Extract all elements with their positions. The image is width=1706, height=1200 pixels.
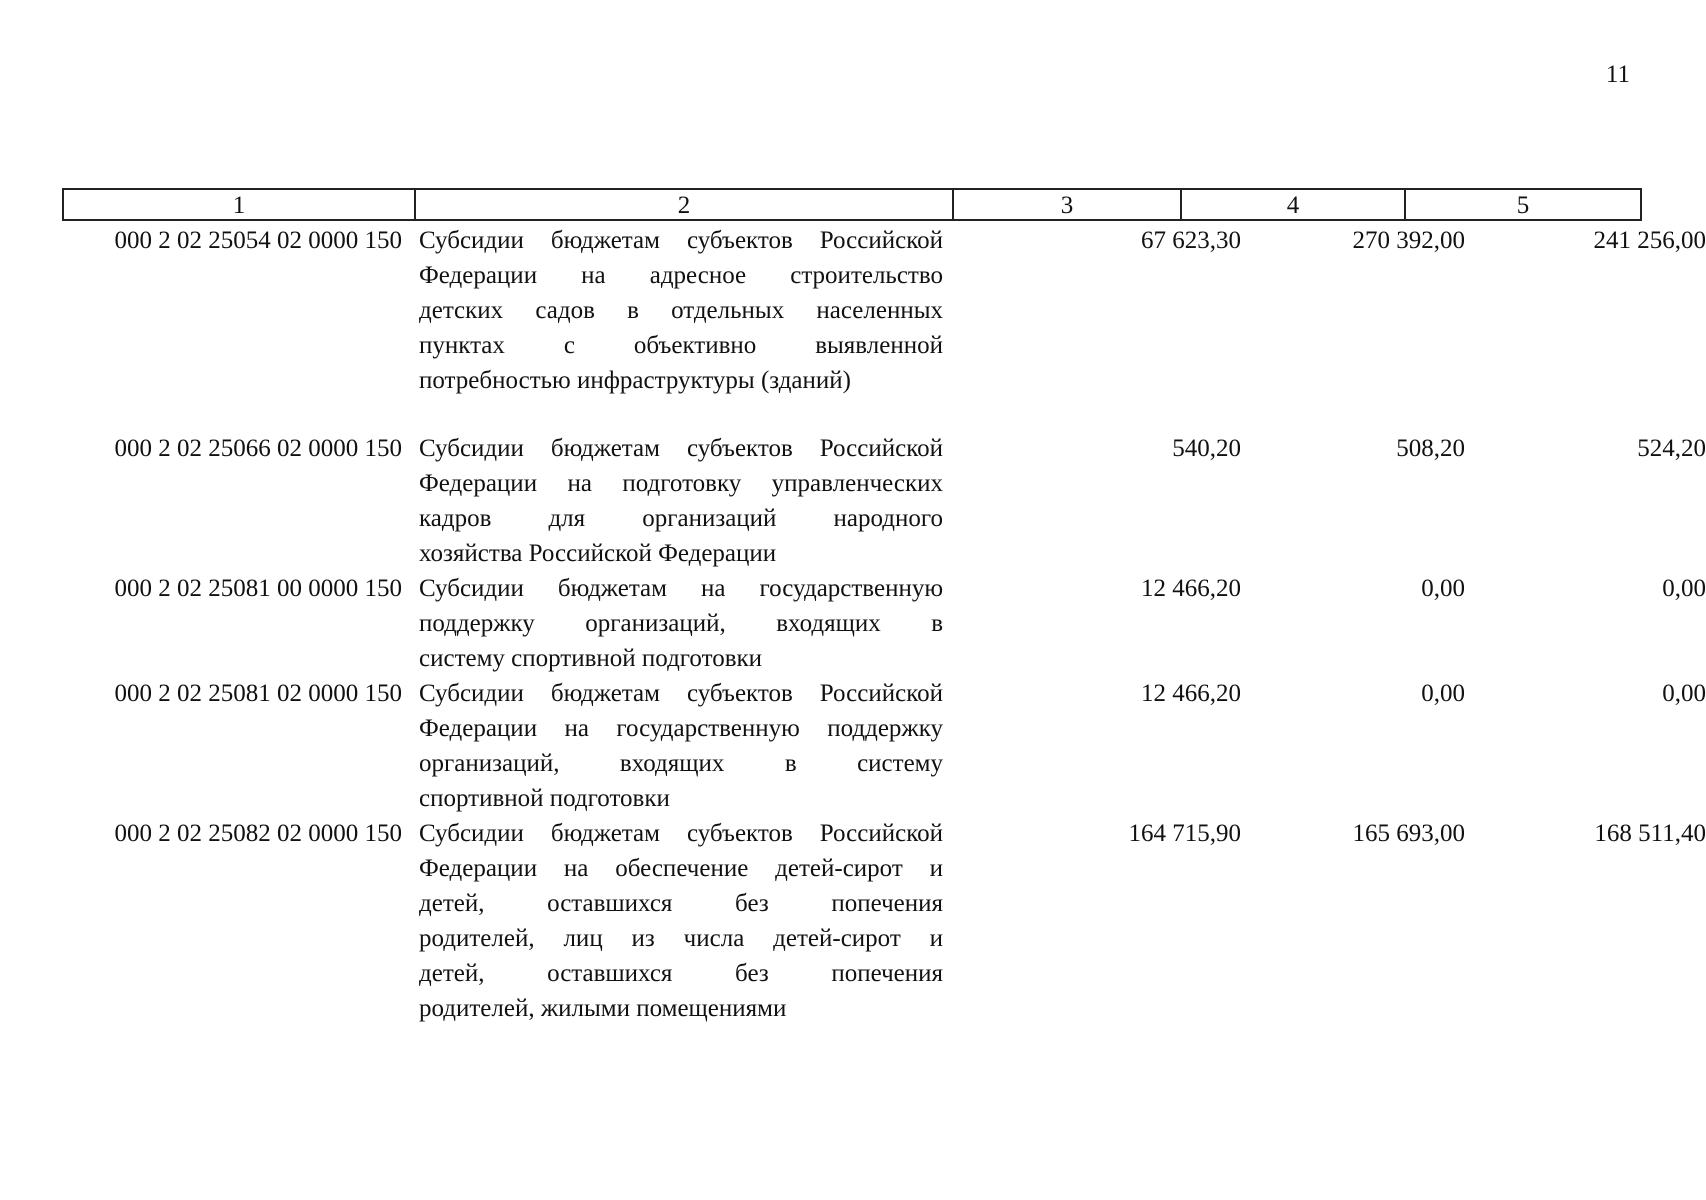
description-line: Субсидии бюджетам субъектов Российской bbox=[419, 820, 943, 847]
budget-code: 000 2 02 25082 02 0000 150 bbox=[114, 820, 402, 847]
value-col-4: 0,00 bbox=[1421, 575, 1465, 602]
value-col-5: 241 256,00 bbox=[1593, 227, 1706, 254]
budget-code: 000 2 02 25054 02 0000 150 bbox=[114, 227, 402, 254]
value-col-4: 270 392,00 bbox=[1352, 227, 1465, 254]
value-col-3: 12 466,20 bbox=[1141, 680, 1241, 707]
table-row bbox=[62, 571, 1706, 676]
header-cell-2: 2 bbox=[414, 188, 954, 221]
description-line: детей, оставшихся без попечения bbox=[419, 890, 943, 917]
description-line: потребностью инфраструктуры (зданий) bbox=[419, 367, 851, 394]
table-body bbox=[62, 223, 1706, 1028]
page-number: 11 bbox=[1605, 61, 1630, 88]
value-col-5: 0,00 bbox=[1662, 680, 1706, 707]
description-line: поддержку организаций, входящих в bbox=[419, 610, 943, 637]
value-col-3: 12 466,20 bbox=[1141, 575, 1241, 602]
description-line: организаций, входящих в систему bbox=[419, 750, 943, 777]
description-line: Субсидии бюджетам субъектов Российской bbox=[419, 680, 943, 707]
description-line: Субсидии бюджетам субъектов Российской bbox=[419, 227, 943, 254]
value-col-4: 0,00 bbox=[1421, 680, 1465, 707]
table-row bbox=[62, 223, 1706, 431]
description-line: кадров для организаций народного bbox=[419, 505, 943, 532]
header-cell-4: 4 bbox=[1180, 188, 1406, 221]
table-row bbox=[62, 676, 1706, 816]
row-description bbox=[419, 431, 943, 571]
row-description bbox=[419, 223, 943, 398]
description-line: Федерации на адресное строительство bbox=[419, 262, 943, 289]
value-col-3: 67 623,30 bbox=[1141, 227, 1241, 254]
value-col-5: 168 511,40 bbox=[1594, 820, 1706, 847]
description-line: хозяйства Российской Федерации bbox=[419, 540, 777, 567]
header-cell-3: 3 bbox=[952, 188, 1182, 221]
description-line: детских садов в отдельных населенных bbox=[419, 297, 943, 324]
row-description bbox=[419, 816, 943, 1026]
description-line: Федерации на государственную поддержку bbox=[419, 715, 943, 742]
value-col-5: 0,00 bbox=[1662, 575, 1706, 602]
table-row bbox=[62, 431, 1706, 571]
description-line: Субсидии бюджетам на государственную bbox=[419, 575, 943, 602]
value-col-3: 164 715,90 bbox=[1128, 820, 1241, 847]
table-row bbox=[62, 816, 1706, 1028]
header-cell-5: 5 bbox=[1404, 188, 1642, 221]
row-description bbox=[419, 571, 943, 676]
budget-code: 000 2 02 25066 02 0000 150 bbox=[114, 435, 402, 462]
description-line: детей, оставшихся без попечения bbox=[419, 960, 943, 987]
budget-code: 000 2 02 25081 02 0000 150 bbox=[114, 680, 402, 707]
description-line: родителей, лиц из числа детей-сирот и bbox=[419, 925, 943, 952]
value-col-4: 508,20 bbox=[1396, 435, 1465, 462]
description-line: спортивной подготовки bbox=[419, 785, 670, 812]
budget-code: 000 2 02 25081 00 0000 150 bbox=[114, 575, 402, 602]
description-line: Федерации на подготовку управленческих bbox=[419, 470, 943, 497]
row-description bbox=[419, 676, 943, 816]
description-line: родителей, жилыми помещениями bbox=[419, 995, 787, 1022]
value-col-5: 524,20 bbox=[1637, 435, 1706, 462]
description-line: пунктах с объективно выявленной bbox=[419, 332, 943, 359]
value-col-4: 165 693,00 bbox=[1352, 820, 1465, 847]
table-header-row bbox=[62, 188, 1642, 221]
description-line: систему спортивной подготовки bbox=[419, 645, 763, 672]
value-col-3: 540,20 bbox=[1172, 435, 1241, 462]
description-line: Федерации на обеспечение детей-сирот и bbox=[419, 855, 943, 882]
header-cell-1: 1 bbox=[62, 188, 416, 221]
description-line: Субсидии бюджетам субъектов Российской bbox=[419, 435, 943, 462]
